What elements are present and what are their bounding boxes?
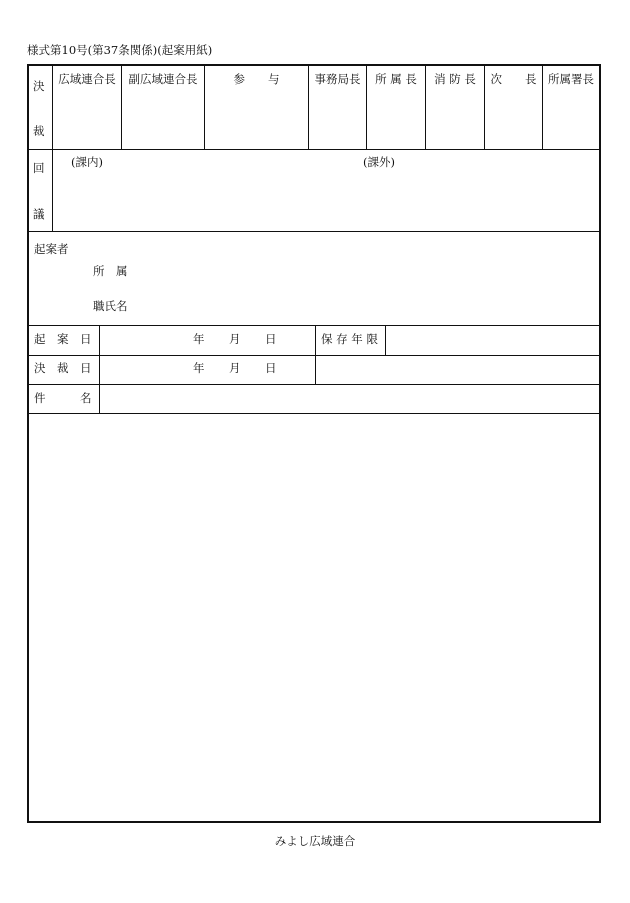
approval-col-deputy-chief: 次 長 [490, 72, 537, 86]
consultation-external-label: (課外) [363, 155, 395, 169]
decision-date-label: 決 裁 日 [34, 361, 92, 375]
approval-side-label-bottom: 裁 [33, 124, 45, 138]
draft-date-day-label: 日 [265, 332, 277, 346]
decision-date-day-label: 日 [265, 361, 277, 375]
drafter-affiliation-label: 所 属 [93, 264, 128, 278]
form-header: 様式第10号(第37条関係)(起案用紙) [27, 43, 213, 57]
draft-date-month-label: 月 [229, 332, 241, 346]
date-value-divider [315, 325, 316, 384]
approval-col-fire-chief: 消 防 長 [434, 72, 476, 86]
approval-col-deputy-head: 副広域連合長 [128, 72, 198, 86]
divider-subject-bottom [29, 413, 599, 414]
form-footer: みよし広域連合 [274, 834, 356, 848]
date-label-divider [99, 325, 100, 413]
form-frame [27, 64, 601, 823]
consultation-side-label-top: 回 [33, 161, 45, 175]
consultation-side-label-bottom: 議 [33, 207, 45, 221]
retention-period-label: 保 存 年 限 [321, 332, 378, 346]
approval-col-station-chief: 所属署長 [548, 72, 594, 86]
divider-approval-bottom [29, 149, 599, 150]
consultation-internal-label: (課内) [71, 155, 103, 169]
divider-drafter-bottom [29, 325, 599, 326]
consultation-label-divider [52, 149, 53, 231]
approval-col-union-head: 広域連合長 [58, 72, 116, 86]
approval-col-councilor: 参 与 [233, 72, 280, 86]
drafter-title: 起案者 [34, 242, 69, 256]
decision-date-month-label: 月 [229, 361, 241, 375]
retention-label-divider [385, 325, 386, 355]
subject-label: 件 名 [34, 391, 92, 405]
approval-col-department-chief: 所 属 長 [375, 72, 417, 86]
divider-consultation-bottom [29, 231, 599, 232]
drafter-name-label: 職氏名 [93, 299, 128, 313]
decision-date-year-label: 年 [193, 361, 205, 375]
draft-date-year-label: 年 [193, 332, 205, 346]
approval-side-label-top: 決 [33, 79, 45, 93]
divider-decision-date-bottom [29, 384, 599, 385]
divider-draft-date-bottom [29, 355, 599, 356]
draft-date-label: 起 案 日 [34, 332, 92, 346]
approval-col-secretariat-chief: 事務局長 [314, 72, 361, 86]
